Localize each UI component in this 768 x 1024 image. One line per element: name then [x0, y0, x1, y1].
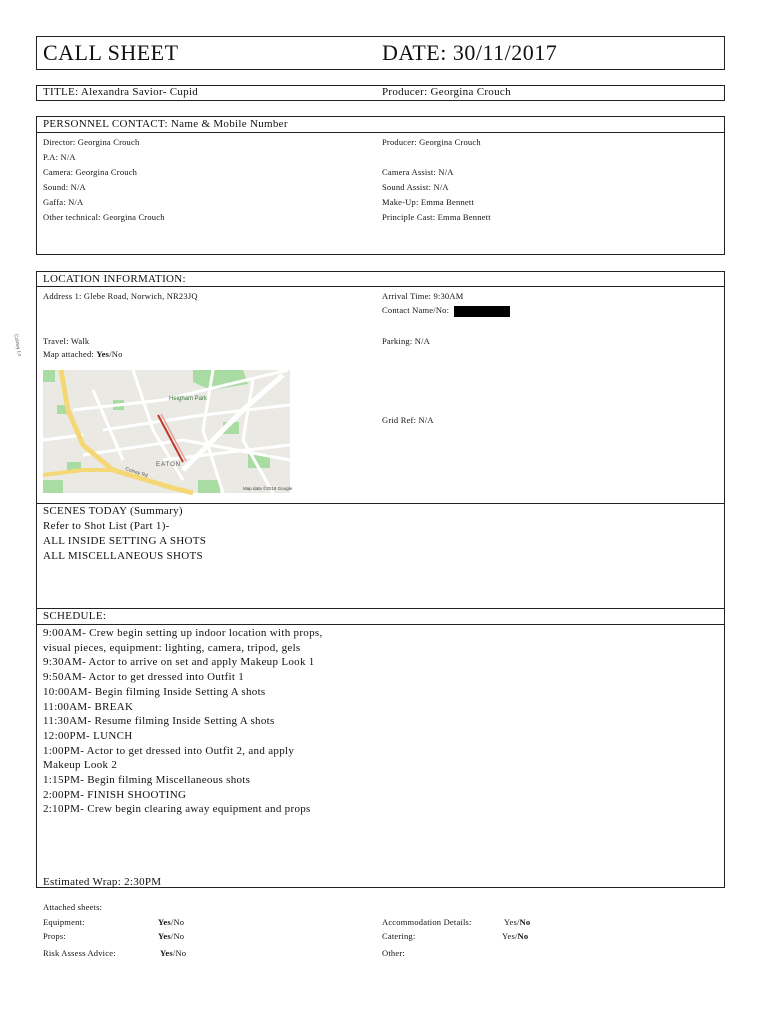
schedule-divider	[36, 624, 725, 625]
schedule-heading: SCHEDULE:	[43, 610, 107, 622]
attached-props-label: Props:	[43, 931, 66, 941]
schedule-line: 9:30AM- Actor to arrive on set and apply Makeup Look 1	[43, 656, 315, 669]
scenes-line-3: ALL MISCELLANEOUS SHOTS	[43, 550, 203, 562]
attached-props-value: Yes/No	[158, 931, 185, 941]
schedule-line: 10:00AM- Begin filming Inside Setting A shots	[43, 685, 266, 698]
location-arrival-time: Arrival Time: 9:30AM	[382, 291, 464, 301]
attached-catering-value: Yes/No	[502, 931, 529, 941]
producer-name: Producer: Georgina Crouch	[382, 86, 511, 98]
map-attached-yes: Yes	[96, 349, 110, 359]
personnel-sound-assist: Sound Assist: N/A	[382, 182, 449, 192]
location-divider	[36, 286, 725, 287]
attached-equipment-value: Yes/No	[158, 917, 185, 927]
schedule-line: 1:15PM- Begin filming Miscellaneous shots	[43, 774, 251, 786]
call-sheet-title: CALL SHEET	[43, 40, 179, 65]
location-contact-label: Contact Name/No:	[382, 305, 450, 315]
schedule-line: 2:00PM- FINISH SHOOTING	[43, 788, 187, 801]
personnel-other-technical: Other technical: Georgina Crouch	[43, 212, 165, 222]
scenes-line-1: Refer to Shot List (Part 1)-	[43, 520, 170, 532]
attached-accommodation-value: Yes/No	[504, 917, 531, 927]
schedule-line: 9:50AM- Actor to get dressed into Outfit 1	[43, 671, 245, 684]
attached-heading: Attached sheets:	[43, 902, 103, 912]
personnel-producer: Producer: Georgina Crouch	[382, 137, 481, 147]
schedule-line: 2:10PM- Crew begin clearing away equipment and props	[43, 803, 311, 816]
personnel-director: Director: Georgina Crouch	[43, 137, 140, 147]
location-contact	[382, 305, 510, 317]
personnel-makeup: Make-Up: Emma Bennett	[382, 197, 475, 207]
schedule-line: 11:30AM- Resume filming Inside Setting A shots	[43, 715, 275, 728]
location-address: Address 1: Glebe Road, Norwich, NR23JQ	[43, 291, 198, 301]
personnel-principle-cast: Principle Cast: Emma Bennett	[382, 212, 491, 222]
location-parking: Parking: N/A	[382, 336, 430, 346]
schedule-line: 12:00PM- LUNCH	[43, 729, 133, 742]
call-sheet-date: DATE: 30/11/2017	[382, 40, 558, 65]
schedule-divider-top	[36, 608, 725, 609]
estimated-wrap: Estimated Wrap: 2:30PM	[43, 876, 162, 888]
schedule-line: 9:00AM- Crew begin setting up indoor location with props,	[43, 627, 323, 639]
location-travel: Travel: Walk	[43, 336, 90, 346]
scenes-line-2: ALL INSIDE SETTING A SHOTS	[43, 535, 207, 547]
location-heading: LOCATION INFORMATION:	[43, 273, 186, 285]
personnel-heading: PERSONNEL CONTACT: Name & Mobile Number	[43, 118, 288, 130]
location-map-attached	[43, 349, 123, 359]
attached-other-label: Other:	[382, 948, 405, 958]
personnel-divider	[36, 132, 725, 133]
location-grid-ref: Grid Ref: N/A	[382, 415, 434, 425]
map-park-label: Heigham Park	[169, 396, 208, 402]
map-road-label-1: Colney Ln	[12, 333, 23, 357]
schedule-line: 11:00AM- BREAK	[43, 700, 134, 713]
schedule-line: visual pieces, equipment: lighting, camera, tripod, gels	[43, 641, 301, 654]
schedule-line: 1:00PM- Actor to get dressed into Outfit 2, and apply	[43, 744, 295, 757]
map-area-label: EATON	[156, 462, 182, 468]
map-credit: Map data ©2018 Google	[243, 486, 293, 491]
map-attached-label: Map attached:	[43, 349, 94, 359]
personnel-sound: Sound: N/A	[43, 182, 86, 192]
attached-catering-label: Catering:	[382, 931, 416, 941]
personnel-pa: P.A: N/A	[43, 152, 76, 162]
personnel-gaffa: Gaffa: N/A	[43, 197, 84, 207]
attached-risk-value: Yes/No	[160, 948, 187, 958]
scenes-heading: SCENES TODAY (Summary)	[43, 505, 183, 517]
attached-risk-label: Risk Assess Advice:	[43, 948, 116, 958]
redacted-contact-number	[454, 306, 510, 317]
personnel-camera: Camera: Georgina Crouch	[43, 167, 138, 177]
attached-accommodation-label: Accommodation Details:	[382, 917, 472, 927]
map-attached-no: /No	[109, 349, 123, 359]
personnel-camera-assist: Camera Assist: N/A	[382, 167, 454, 177]
schedule-line: Makeup Look 2	[43, 759, 118, 772]
map-road-label-2: Colney Rd	[124, 466, 149, 480]
production-title: TITLE: Alexandra Savior- Cupid	[43, 86, 199, 98]
attached-equipment-label: Equipment:	[43, 917, 85, 927]
